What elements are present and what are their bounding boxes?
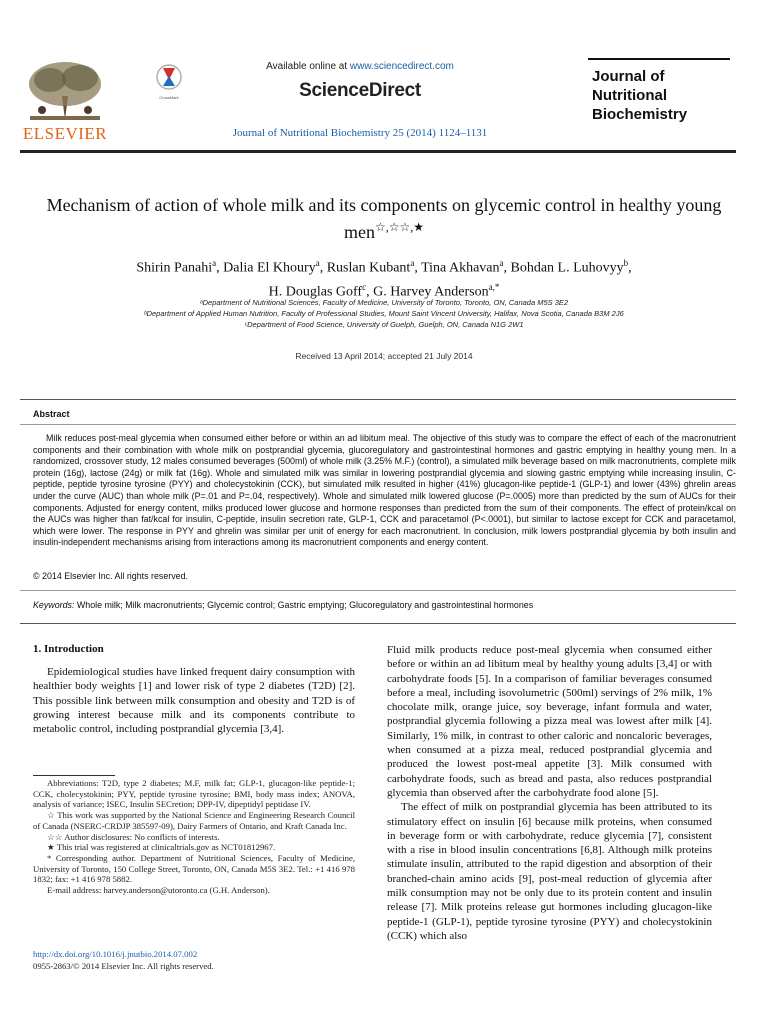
available-online <box>230 61 490 72</box>
intro-paragraph-1: Epidemiological studies have linked frequent dairy consumption with healthier body weights [1] and lower risk of type 2 diabetes (T2D) [2]. This possible link between milk consumption and obesity and T2D is of growing interest because milk and its components contribute to metabolic control, including postprandial glycemia [3,4]. <box>33 666 355 736</box>
footnote-rule <box>33 775 115 776</box>
author-name[interactable]: Shirin Panahi <box>136 260 213 276</box>
issn-line: 0955-2863/© 2014 Elsevier Inc. All rights reserved. <box>33 961 214 971</box>
journal-reference[interactable]: Journal of Nutritional Biochemistry 25 (2014) 1124–1131 <box>232 127 488 139</box>
keywords-list: Whole milk; Milk macronutrients; Glycemic control; Gastric emptying; Glucoregulatory and gastrointestinal hormones <box>76 600 534 610</box>
available-prefix: Available online at <box>266 61 350 72</box>
right-paragraph-2: The effect of milk on postprandial glycemia has been attributed to its stimulatory effect on insulin [6] because milk proteins, when consumed in beverage form or with carbohydrate, reduce glycemia [7], consistent with a rise in blood insulin concentrations [6,8]. Although milk proteins stimulate insulin, attributed to the rapid digestion and absorption of their branched-chain amino acids [9], post-meal reduction of glycemia after milk consumption may not be only due to its protein content and insulin release [7]. Milk proteins release gut hormones including glucagon-like peptide-1 (GLP-1), peptide tyrosine tyrosine (PYY) and cholecystokinin (CCK) which also <box>387 801 712 942</box>
author-name[interactable]: Bohdan L. Luhovyy <box>510 260 624 276</box>
footnote-email: E-mail address: harvey.anderson@utoronto.ca (G.H. Anderson). <box>47 885 270 896</box>
article-title <box>40 194 728 243</box>
right-paragraph-1: Fluid milk products reduce post-meal glycemia when consumed either before or within an ad libitum meal by healthy young adults [3,4] or with carbohydrate foods [5]. In a comparison of familiar beverages consumed before a meal, including isovolumetric (500ml) servings of 2% milk, 1% chocolate milk, orange juice, soy beverage, infant formula and water, postprandial glycemia following a pizza meal was lowest after milk [4]. Similarly, 1% milk, in contrast to other caloric and noncaloric beverages, when consumed at a pizza meal, reduced postprandial glycemia and produced the lowest post-meal appetite [3]. Milk consumed with carbohydrate foods, such as bread and pasta, also reduces postprandial glycemia than observed after the carbohydrate food alone [5]. <box>387 644 712 799</box>
section-heading-introduction: 1. Introduction <box>33 643 104 655</box>
footnote-funding: ☆ This work was supported by the National Science and Engineering Research Council of Canada (NSERC-CRDJP 385597-09), Dairy Farmers of Ontario, and Kraft Canada Inc. <box>33 810 355 831</box>
right-column <box>387 643 712 943</box>
author-name[interactable]: Ruslan Kubant <box>326 260 411 276</box>
journal-name <box>592 67 732 124</box>
affiliation-a: ᵃDepartment of Nutritional Sciences, Faculty of Medicine, University of Toronto, Toronto, ON, Canada M5S 3E2 <box>199 298 569 307</box>
journal-name-rule <box>588 58 730 60</box>
author-name[interactable]: Dalia El Khoury <box>223 260 316 276</box>
author-list: Shirin Panahi$^a$, Dalia El Khoury$^a$, Ruslan Kubant$^a$, Tina Akhavan$^a$, Bohdan L. Luhovyy$^b$, H. Douglas Goff$^c$, G. Harvey Anderson$^{a,*}$ <box>136 258 632 300</box>
title-footnote-marks[interactable]: ☆,☆☆,★ <box>374 220 425 234</box>
keywords-label: Keywords: <box>33 600 75 610</box>
author-name[interactable]: G. Harvey Anderson <box>373 284 489 300</box>
keywords <box>33 600 533 610</box>
abstract-body: Milk reduces post-meal glycemia when consumed either before or within an ad libitum meal. The objective of this study was to compare the effect of each of the macronutrient components and their combination with whole milk on postprandial glycemia, glucoregulatory and gastrointestinal hormones and gastric emptying in healthy young men. In a randomized, crossover study, 12 males consumed beverages (500ml) of whole milk (3.25% M.F.) (control), a simulated milk beverage based on milk macronutrients, complete milk protein (16g), lactose (24g) or milk fat (16g). Whole and simulated milk was similar in lowering postprandial glycemia and slowing gastric emptying while increasing insulin, C-peptide, peptide tyrosine tyrosine (PYY) and cholecystokinin (CCK), but simulated milk resulted in higher (41%) glucagon-like peptide-1 (GLP-1) and lower (43%) ghrelin areas under the curve (AUC) than whole milk (P=.01 and P=.04, respectively). Whole and simulated milk lowered glucose (P=.0005) more than predicted by the sum of AUCs for their components. Adjusted for energy content, milks produced lower glucose and hormone responses than predicted from the sum of their components. The effect of protein/kcal on the AUCs was higher than fat/kcal for insulin, C-peptide, insulin secretion rate, GLP-1, CCK and paracetamol (P<.0001), but similar to lactose except for CCK and paracetamol, which were lower. The response in PYY and ghrelin was similar per unit of energy for each macronutrient. In conclusion, milk lowers postprandial glycemia by both insulin and insulin-independent mechanisms arising from interactions among its macronutrient components and energy content. <box>33 433 736 548</box>
author-affiliation-mark: a <box>410 258 415 268</box>
abstract-heading: Abstract <box>33 409 70 419</box>
footnote-disclosures: ☆☆ Author disclosures: No conflicts of interests. <box>47 831 220 842</box>
footnote-abbreviations: Abbreviations: T2D, type 2 diabetes; M.F, milk fat; GLP-1, glucagon-like peptide-1; CCK, cholecystokinin; PYY, peptide tyrosine tyrosine; BMI, body mass index; ANOVA, analysis of variance; ISEC, Insulin SECretion; DPP-IV, dipeptidyl peptidase IV. <box>33 778 355 810</box>
author-affiliation-mark: c <box>362 281 367 292</box>
author-affiliation-mark: a,* <box>488 281 500 292</box>
keywords-rule <box>20 590 736 591</box>
author-name[interactable]: Tina Akhavan <box>421 260 500 276</box>
footnote-trial: ★ This trial was registered at clinicaltrials.gov as NCT01812967. <box>47 842 276 853</box>
author-name[interactable]: H. Douglas Goff <box>268 284 363 300</box>
author-affiliation-mark: b <box>623 258 629 268</box>
crossmark-icon[interactable] <box>156 64 182 94</box>
footnote-corresponding: * Corresponding author. Department of Nutritional Sciences, Faculty of Medicine, University of Toronto, 150 College Street, Toronto, ON, Canada M5S 3E2. Tel.: +1 416 978 1832; fax: +1 416 978 5882. <box>33 852 355 885</box>
affiliation-b: ᵇDepartment of Applied Human Nutrition, Faculty of Professional Studies, Mount Saint Vincent University, Halifax, Nova Scotia, Canada B3M 2J6 <box>144 309 624 318</box>
journal-name-line: Journal of <box>592 68 665 85</box>
sciencedirect-url[interactable]: www.sciencedirect.com <box>349 61 454 72</box>
abstract-rule <box>20 424 736 425</box>
header-divider <box>20 150 736 153</box>
received-dates: Received 13 April 2014; accepted 21 July 2014 <box>295 351 473 361</box>
abstract-rule-bottom <box>20 623 736 624</box>
doi-link[interactable]: http://dx.doi.org/10.1016/j.jnutbio.2014.07.002 <box>33 949 198 959</box>
publisher-name: ELSEVIER <box>22 124 108 143</box>
footnotes <box>33 778 355 896</box>
author-affiliation-mark: a <box>212 258 217 268</box>
abstract-copyright: © 2014 Elsevier Inc. All rights reserved. <box>33 571 189 581</box>
author-affiliation-mark: a <box>315 258 320 268</box>
crossmark-label: CrossMark <box>159 95 179 100</box>
sciencedirect-wordmark: ScienceDirect <box>299 80 421 101</box>
abstract-rule-top <box>20 399 736 400</box>
article-title-text: Mechanism of action of whole milk and its components on glycemic control in healthy young men <box>46 195 722 242</box>
affiliations <box>40 297 728 330</box>
journal-name-line: Nutritional <box>592 87 667 104</box>
affiliation-c: ᶜDepartment of Food Science, University of Guelph, Guelph, ON, Canada N1G 2W1 <box>244 320 524 329</box>
journal-name-line: Biochemistry <box>592 106 688 123</box>
author-affiliation-mark: a <box>499 258 504 268</box>
